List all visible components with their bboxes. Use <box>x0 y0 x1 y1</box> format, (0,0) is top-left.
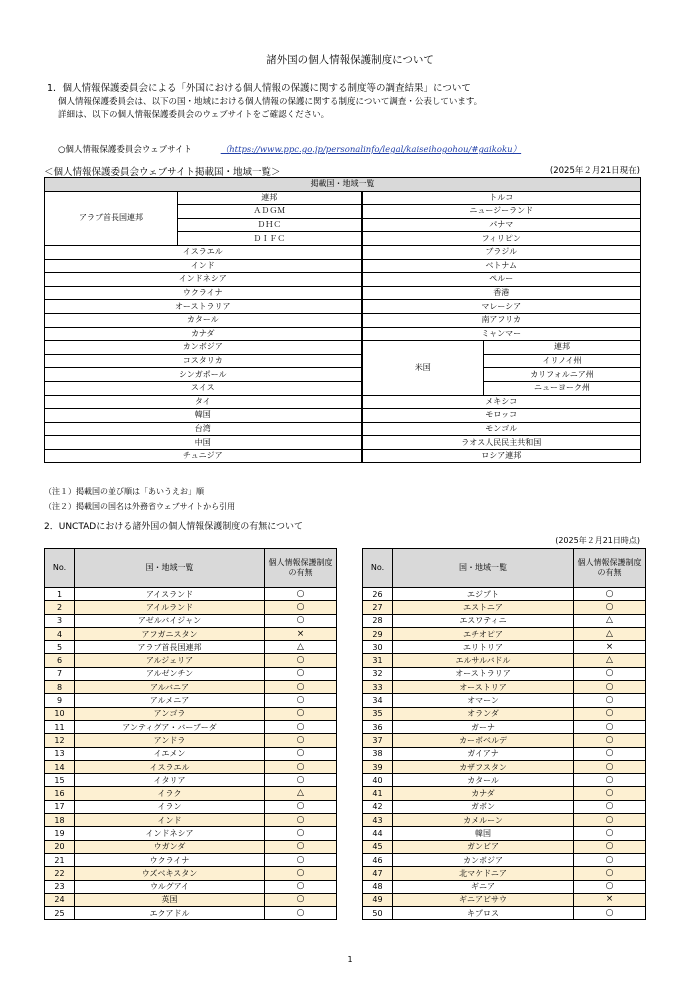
country-cell: 香港 <box>362 286 641 300</box>
row-number: 43 <box>363 814 393 827</box>
status-mark: × <box>265 627 337 640</box>
country-cell: モロッコ <box>362 409 641 423</box>
country-cell: 韓国 <box>45 409 362 423</box>
status-mark: △ <box>574 654 646 667</box>
country-name: エスワティニ <box>393 614 574 627</box>
status-mark: ○ <box>265 654 337 667</box>
country-name: アンティグア・バーブーダ <box>75 720 265 733</box>
table-row <box>45 641 337 654</box>
country-name: イラン <box>75 800 265 813</box>
website-reference <box>58 143 521 155</box>
table1-row <box>45 354 641 368</box>
country-name: インドネシア <box>75 827 265 840</box>
table1-row <box>45 368 641 382</box>
row-number: 23 <box>45 880 75 893</box>
section1-paragraph-1: 個人情報保護委員会は、以下の国・地域における個人情報の保護に関する制度について調査・公表しています。 <box>58 97 483 107</box>
status-mark: × <box>574 893 646 906</box>
table-row <box>363 694 646 707</box>
country-name: エクアドル <box>75 907 265 920</box>
country-name: ウクライナ <box>75 853 265 866</box>
row-number: 37 <box>363 734 393 747</box>
table-row <box>45 800 337 813</box>
country-cell: モンゴル <box>362 422 641 436</box>
table-row <box>363 840 646 853</box>
country-name: イスラエル <box>75 760 265 773</box>
row-number: 10 <box>45 707 75 720</box>
row-number: 41 <box>363 787 393 800</box>
country-name: 韓国 <box>393 827 574 840</box>
table1-caption: ＜個人情報保護委員会ウェブサイト掲載国・地域一覧＞ <box>44 167 281 178</box>
status-mark: ○ <box>265 588 337 601</box>
country-name: キプロス <box>393 907 574 920</box>
country-name: オーストラリア <box>393 667 574 680</box>
country-cell: ニュージーランド <box>362 205 641 219</box>
row-number: 38 <box>363 747 393 760</box>
status-mark: ○ <box>574 787 646 800</box>
table-row <box>363 734 646 747</box>
country-name: ギニアビサウ <box>393 893 574 906</box>
table1-row <box>45 436 641 450</box>
row-number: 18 <box>45 814 75 827</box>
table-row <box>45 601 337 614</box>
table-row <box>45 774 337 787</box>
country-cell: オーストラリア <box>45 300 362 314</box>
table-row <box>363 787 646 800</box>
country-name: インド <box>75 814 265 827</box>
table-row <box>45 747 337 760</box>
table-row <box>363 641 646 654</box>
status-mark: ○ <box>265 747 337 760</box>
table-row <box>45 588 337 601</box>
page-number: 1 <box>347 955 353 964</box>
table-row <box>363 654 646 667</box>
country-name: カンボジア <box>393 853 574 866</box>
uae-item-cell: ＤＩＦＣ <box>178 232 362 246</box>
status-mark: ○ <box>265 867 337 880</box>
table-row <box>363 853 646 866</box>
table-row <box>45 614 337 627</box>
table-row <box>363 614 646 627</box>
country-name: 英国 <box>75 893 265 906</box>
row-number: 45 <box>363 840 393 853</box>
table1-row <box>45 259 641 273</box>
country-cell: 中国 <box>45 436 362 450</box>
country-name: エルサルバドル <box>393 654 574 667</box>
status-mark: ○ <box>574 907 646 920</box>
unctad-table-right <box>362 548 646 920</box>
table-row <box>45 827 337 840</box>
table-row <box>45 814 337 827</box>
table-row <box>363 627 646 640</box>
col-no-header: No. <box>363 549 393 588</box>
country-name: オランダ <box>393 707 574 720</box>
table-row <box>363 827 646 840</box>
country-cell: タイ <box>45 395 362 409</box>
status-mark: △ <box>265 787 337 800</box>
row-number: 50 <box>363 907 393 920</box>
table-row <box>45 694 337 707</box>
status-mark: ○ <box>574 694 646 707</box>
table-row <box>45 734 337 747</box>
row-number: 35 <box>363 707 393 720</box>
website-label: ○個人情報保護委員会ウェブサイト <box>58 145 192 155</box>
row-number: 46 <box>363 853 393 866</box>
status-mark: ○ <box>265 734 337 747</box>
status-mark: ○ <box>265 681 337 694</box>
row-number: 34 <box>363 694 393 707</box>
table1-header: 掲載国・地域一覧 <box>45 178 641 192</box>
country-cell: 台湾 <box>45 422 362 436</box>
status-mark: ○ <box>265 800 337 813</box>
country-name: エチオピア <box>393 627 574 640</box>
country-name: アンゴラ <box>75 707 265 720</box>
row-number: 16 <box>45 787 75 800</box>
status-mark: ○ <box>574 588 646 601</box>
status-mark: ○ <box>574 814 646 827</box>
country-cell: ブラジル <box>362 245 641 259</box>
row-number: 17 <box>45 800 75 813</box>
country-name: オマーン <box>393 694 574 707</box>
us-item-cell: ニューヨーク州 <box>484 381 641 395</box>
table-row <box>45 867 337 880</box>
country-name: カザフスタン <box>393 760 574 773</box>
status-mark: ○ <box>265 760 337 773</box>
uae-item-cell: ＡＤＧＭ <box>178 205 362 219</box>
row-number: 22 <box>45 867 75 880</box>
table1-row <box>45 409 641 423</box>
table-row <box>363 588 646 601</box>
table-row <box>45 654 337 667</box>
country-cell: チュニジア <box>45 449 362 463</box>
country-cell: インドネシア <box>45 273 362 287</box>
country-cell: 南アフリカ <box>362 313 641 327</box>
table1-row <box>45 395 641 409</box>
uae-item-cell: ＤＨＣ <box>178 218 362 232</box>
unctad-table-left <box>44 548 337 920</box>
row-number: 26 <box>363 588 393 601</box>
table1-row <box>45 341 641 355</box>
country-name: アルバニア <box>75 681 265 694</box>
row-number: 40 <box>363 774 393 787</box>
country-name: ギニア <box>393 880 574 893</box>
row-number: 25 <box>45 907 75 920</box>
country-cell: ウクライナ <box>45 286 362 300</box>
table1-row <box>45 449 641 463</box>
us-item-cell: カリフォルニア州 <box>484 368 641 382</box>
row-number: 30 <box>363 641 393 654</box>
table1-row <box>45 313 641 327</box>
status-mark: ○ <box>574 681 646 694</box>
row-number: 15 <box>45 774 75 787</box>
country-cell: マレーシア <box>362 300 641 314</box>
row-number: 8 <box>45 681 75 694</box>
table-row <box>45 840 337 853</box>
country-cell: ロシア連邦 <box>362 449 641 463</box>
country-name: カナダ <box>393 787 574 800</box>
page-title: 諸外国の個人情報保護制度について <box>266 54 434 66</box>
row-number: 19 <box>45 827 75 840</box>
row-number: 39 <box>363 760 393 773</box>
row-number: 44 <box>363 827 393 840</box>
country-cell: イスラエル <box>45 245 362 259</box>
status-mark: ○ <box>574 774 646 787</box>
country-cell: カナダ <box>45 327 362 341</box>
country-name: アルゼンチン <box>75 667 265 680</box>
col-country-header: 国・地域一覧 <box>75 549 265 588</box>
country-name: イラク <box>75 787 265 800</box>
country-cell: トルコ <box>362 191 641 205</box>
status-mark: ○ <box>574 734 646 747</box>
country-cell: メキシコ <box>362 395 641 409</box>
table-row <box>363 760 646 773</box>
status-mark: × <box>574 641 646 654</box>
row-number: 4 <box>45 627 75 640</box>
table1-row <box>45 300 641 314</box>
status-mark: ○ <box>574 720 646 733</box>
country-name: ウガンダ <box>75 840 265 853</box>
row-number: 6 <box>45 654 75 667</box>
table-row <box>363 774 646 787</box>
country-name: ガイアナ <box>393 747 574 760</box>
country-name: ガーナ <box>393 720 574 733</box>
row-number: 28 <box>363 614 393 627</box>
row-number: 27 <box>363 601 393 614</box>
section2-heading: 2．UNCTADにおける諸外国の個人情報保護制度の有無について <box>44 522 304 532</box>
country-cell: ベトナム <box>362 259 641 273</box>
status-mark: ○ <box>265 840 337 853</box>
country-name: カタール <box>393 774 574 787</box>
country-cell: カタール <box>45 313 362 327</box>
table-row <box>45 893 337 906</box>
table-row <box>363 747 646 760</box>
row-number: 14 <box>45 760 75 773</box>
row-number: 12 <box>45 734 75 747</box>
country-cell: ミャンマー <box>362 327 641 341</box>
status-mark: ○ <box>574 667 646 680</box>
country-name: 北マケドニア <box>393 867 574 880</box>
status-mark: △ <box>574 627 646 640</box>
country-name: ガンビア <box>393 840 574 853</box>
table-row <box>45 787 337 800</box>
table-row <box>45 681 337 694</box>
us-item-cell: 連邦 <box>484 341 641 355</box>
table-row <box>363 867 646 880</box>
status-mark: ○ <box>265 720 337 733</box>
col-country-header: 国・地域一覧 <box>393 549 574 588</box>
row-number: 29 <box>363 627 393 640</box>
country-name: アンドラ <box>75 734 265 747</box>
status-mark: ○ <box>574 827 646 840</box>
uae-group-cell: アラブ首長国連邦 <box>45 191 178 245</box>
table-row <box>363 667 646 680</box>
country-name: エジプト <box>393 588 574 601</box>
row-number: 5 <box>45 641 75 654</box>
table-row <box>363 707 646 720</box>
row-number: 31 <box>363 654 393 667</box>
table1-row <box>45 381 641 395</box>
status-mark: ○ <box>265 814 337 827</box>
row-number: 21 <box>45 853 75 866</box>
table-row <box>45 707 337 720</box>
country-name: アイスランド <box>75 588 265 601</box>
table-row <box>45 760 337 773</box>
note-1: （注１）掲載国の並び順は「あいうえお」順 <box>44 487 204 496</box>
row-number: 47 <box>363 867 393 880</box>
status-mark: ○ <box>574 800 646 813</box>
country-name: エリトリア <box>393 641 574 654</box>
table-row <box>45 627 337 640</box>
status-mark: ○ <box>265 601 337 614</box>
status-mark: ○ <box>574 601 646 614</box>
status-mark: ○ <box>265 880 337 893</box>
listed-countries-table <box>44 177 641 463</box>
country-name: アルジェリア <box>75 654 265 667</box>
country-name: オーストリア <box>393 681 574 694</box>
table-row <box>45 880 337 893</box>
country-cell: コスタリカ <box>45 354 362 368</box>
country-name: ガボン <box>393 800 574 813</box>
country-cell: ラオス人民民主共和国 <box>362 436 641 450</box>
status-mark: ○ <box>265 774 337 787</box>
status-mark: ○ <box>574 760 646 773</box>
table2-date: (2025年２月21日時点) <box>555 536 640 545</box>
table-row <box>45 667 337 680</box>
row-number: 1 <box>45 588 75 601</box>
table1-date: (2025年２月21日現在) <box>549 166 640 176</box>
table-row <box>363 907 646 920</box>
table1-row <box>45 273 641 287</box>
status-mark: ○ <box>265 707 337 720</box>
row-number: 11 <box>45 720 75 733</box>
country-name: ウズベキスタン <box>75 867 265 880</box>
col-status-header: 個人情報保護制度の有無 <box>574 549 646 588</box>
row-number: 36 <box>363 720 393 733</box>
uae-item-cell: 連邦 <box>178 191 362 205</box>
section1-heading: 1．個人情報保護委員会による「外国における個人情報の保護に関する制度等の調査結果」について <box>47 83 471 94</box>
status-mark: ○ <box>265 893 337 906</box>
status-mark: ○ <box>265 694 337 707</box>
table1-row <box>45 422 641 436</box>
status-mark: ○ <box>574 867 646 880</box>
col-status-header: 個人情報保護制度の有無 <box>265 549 337 588</box>
section1-paragraph-2: 詳細は、以下の個人情報保護委員会のウェブサイトをご確認ください。 <box>58 110 330 120</box>
table-row <box>45 853 337 866</box>
status-mark: ○ <box>265 827 337 840</box>
status-mark: ○ <box>574 747 646 760</box>
status-mark: △ <box>265 641 337 654</box>
table-row <box>363 800 646 813</box>
country-cell: シンガポール <box>45 368 362 382</box>
row-number: 42 <box>363 800 393 813</box>
table-row <box>363 681 646 694</box>
row-number: 2 <box>45 601 75 614</box>
row-number: 9 <box>45 694 75 707</box>
country-name: イタリア <box>75 774 265 787</box>
status-mark: ○ <box>574 707 646 720</box>
status-mark: ○ <box>265 853 337 866</box>
table-row <box>45 907 337 920</box>
us-item-cell: イリノイ州 <box>484 354 641 368</box>
country-cell: インド <box>45 259 362 273</box>
table-row <box>363 814 646 827</box>
table-row <box>363 720 646 733</box>
country-name: ウルグアイ <box>75 880 265 893</box>
country-name: カメルーン <box>393 814 574 827</box>
status-mark: ○ <box>574 840 646 853</box>
row-number: 33 <box>363 681 393 694</box>
table1-row <box>45 286 641 300</box>
row-number: 49 <box>363 893 393 906</box>
row-number: 3 <box>45 614 75 627</box>
status-mark: ○ <box>265 614 337 627</box>
row-number: 48 <box>363 880 393 893</box>
country-name: アイルランド <box>75 601 265 614</box>
table1-row <box>45 327 641 341</box>
country-name: エストニア <box>393 601 574 614</box>
table-row <box>363 880 646 893</box>
country-cell: カンボジア <box>45 341 362 355</box>
country-name: アゼルバイジャン <box>75 614 265 627</box>
status-mark: ○ <box>265 667 337 680</box>
table-row <box>363 893 646 906</box>
note-2: （注２）掲載国の国名は外務省ウェブサイトから引用 <box>44 502 236 511</box>
row-number: 13 <box>45 747 75 760</box>
row-number: 24 <box>45 893 75 906</box>
status-mark: △ <box>574 614 646 627</box>
table1-row <box>45 245 641 259</box>
status-mark: ○ <box>574 880 646 893</box>
country-name: カーボベルデ <box>393 734 574 747</box>
country-cell: パナマ <box>362 218 641 232</box>
country-name: イエメン <box>75 747 265 760</box>
table-row <box>45 720 337 733</box>
country-cell: フィリピン <box>362 232 641 246</box>
row-number: 20 <box>45 840 75 853</box>
status-mark: ○ <box>265 907 337 920</box>
row-number: 32 <box>363 667 393 680</box>
status-mark: ○ <box>574 853 646 866</box>
table-row <box>363 601 646 614</box>
us-group-cell: 米国 <box>362 341 484 395</box>
table1-row <box>45 191 641 205</box>
country-name: アフガニスタン <box>75 627 265 640</box>
website-link[interactable]: （https://www.ppc.go.jp/personalinfo/legal/kaiseihogohou/#gaikoku） <box>220 145 522 155</box>
col-no-header: No. <box>45 549 75 588</box>
row-number: 7 <box>45 667 75 680</box>
country-cell: ペルー <box>362 273 641 287</box>
country-name: アラブ首長国連邦 <box>75 641 265 654</box>
country-name: アルメニア <box>75 694 265 707</box>
country-cell: スイス <box>45 381 362 395</box>
